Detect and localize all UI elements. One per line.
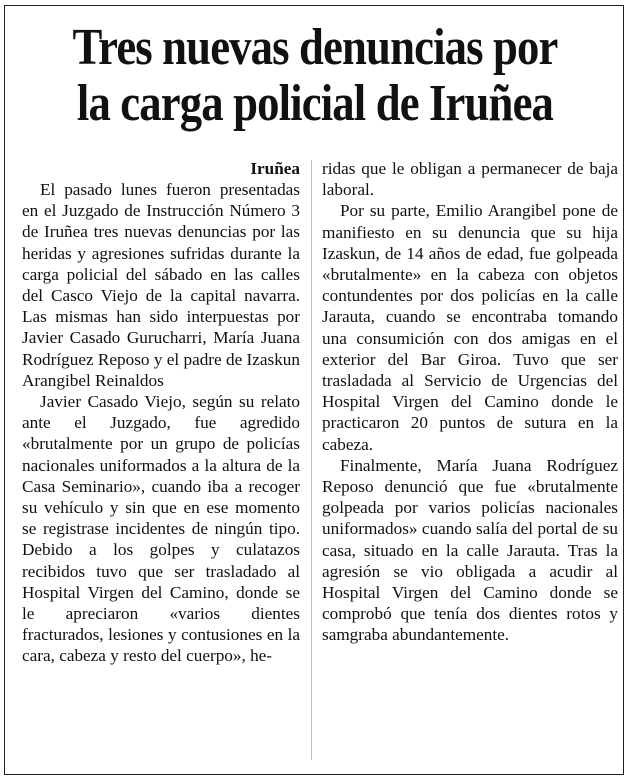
- column-right: [322, 158, 618, 646]
- dateline-place: Iruñea: [250, 159, 300, 178]
- headline-line-2: la carga policial de Iruñea: [76, 75, 554, 132]
- paragraph-2: Javier Casado Viejo, según su relato ante el Juzgado, fue agredido «brutalmente por un grupo de policías nacionales uniformados a la altura de la Casa Seminario», cuando iba a recoger su vehículo y sin que en ese momento se registrase incidentes de ningún tipo. Debido a los golpes y culatazos recibidos tuvo que ser trasladado al Hospital Virgen del Camino, donde se le apreciaron «varios dientes fracturados, lesiones y contusiones en la cara, cabeza y resto del cuerpo», he-: [22, 392, 300, 666]
- headline: [54, 20, 575, 132]
- paragraph-2-continued: ridas que le obligan a permanecer de baja laboral.: [322, 159, 618, 200]
- paragraph-3: Por su parte, Emilio Arangibel pone de manifiesto en su denuncia que su hija Izaskun, de 14 años de edad, fue golpeada «brutalmente» en la cabeza con objetos contundentes por dos policías en la calle Jarauta, cuando se encontraba tomando una consumición con dos amigas en el exterior del Bar Giroa. Tuvo que ser trasladada al Servicio de Urgencias del Hospital Virgen del Camino donde le practicaron 20 puntos de sutura en la cabeza.: [322, 201, 618, 454]
- paragraph-1: El pasado lunes fueron presentadas en el Juzgado de Instrucción Número 3 de Iruñea tres nuevas denuncias por las heridas y agresiones sufridas durante la carga policial del sábado en las calles del Casco Viejo de la capital navarra. Las mismas han sido interpuestas por Javier Casado Gurucharri, María Juana Rodríguez Reposo y el padre de Izaskun Arangibel Reinaldos: [22, 180, 300, 390]
- paragraph-4: Finalmente, María Juana Rodríguez Reposo denunció que fue «brutalmente golpeada por varios policías nacionales uniformados» cuando salía del portal de su casa, situado en la calle Jarauta. Tras la agresión se vio obligada a acudir al Hospital Virgen del Camino donde se comprobó que tenía dos dientes rotos y samgraba abundantemente.: [322, 455, 618, 645]
- column-left: [22, 158, 300, 667]
- column-divider: [311, 160, 312, 760]
- headline-line-1: Tres nuevas denuncias por: [72, 19, 558, 76]
